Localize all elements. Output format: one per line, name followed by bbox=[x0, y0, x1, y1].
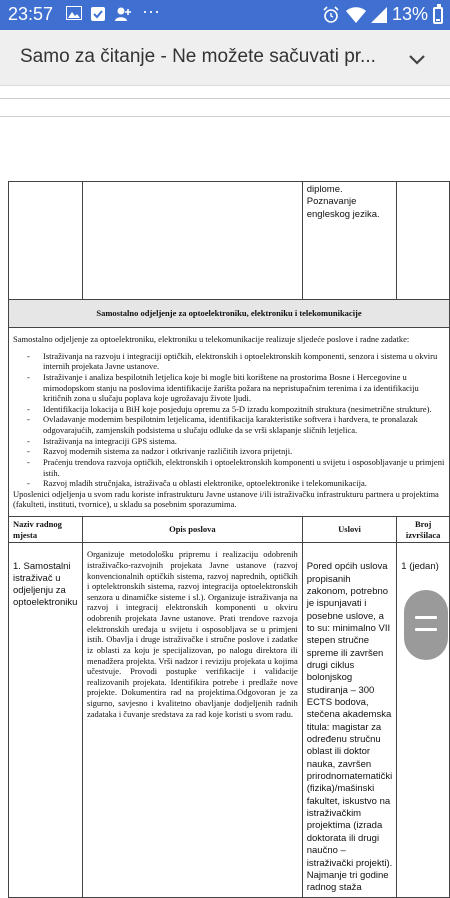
column-header-position: Naziv radnog mjesta bbox=[9, 517, 83, 543]
closing-text: Uposlenici odjeljenja u svom radu koriste infrastrukturu Javne ustanove i/ili istraživačku infrastrukturu partnera u projektima (fakulteti, instituti, tvornice), u skladu sa posebnim sporazumima. bbox=[13, 488, 439, 510]
table-row bbox=[9, 182, 450, 300]
app-bar bbox=[0, 30, 450, 86]
checkbox-icon bbox=[90, 6, 106, 27]
description-cell: Organizuje metodološku pripremu i realizaciju odobrenih istraživačko-razvojnih projekata Javne ustanove (razvoj konvencionalnih optičkih sistema, razvoj naprednih, optičkih i optelektronskih sistema, razvoj integracija optoelektronskih senzora u dinamičke sisteme i sl.). Organizuje istraživanja na razvoj i integracij elektronskih komponenti u okviru odobrenih projekata Javne ustanove. Prati trendove razvoja elektronskih uređaja u svijetu i osposobljava se u primjeni istih. Obavlja i druge istraživačke i stručne poslove i zadatke iz oblasti za koju je specijalizovan, po nalogu direktora ili menadžera projekta. Vrši nadzor i reviziju projekata u kojima učestvuje. Provodi postupke verifikacije i validacije realizovanih projekata. Identifikira potrebe i predlaže nove projekte. Dokumentira rad na projektima.Odgovoran je za sigurno, savjesno i kvalitetno obavljanje dodjeljenih radnih zadataka i čuvanje sredstava za rad koje koristi u svom radu. bbox=[82, 543, 302, 897]
list-item: - Ovladavanje modernim bespilotnim letjelicama, identifikacija karakteristike softvera i hardvera, te pronalazak odgovarajućih, zamjenskih podsistema u slučaju odluke da se vrši sklapanje sličnih letjelica. bbox=[13, 414, 445, 435]
section-description-row bbox=[9, 328, 450, 517]
table-cell bbox=[82, 182, 302, 300]
list-item: - Istraživanja na integraciji GPS sistema. bbox=[13, 436, 445, 447]
conditions-cell: diplome. Poznavanje engleskog jezika. bbox=[302, 182, 397, 300]
grip-line bbox=[415, 616, 437, 619]
task-list bbox=[13, 351, 445, 489]
image-icon bbox=[66, 6, 82, 25]
grip-line bbox=[415, 628, 437, 631]
list-item: - Identifikacija lokacija u BiH koje posjeduju opremu za 5-D izradu kompozitnih struktura (nesimetrične strukture). bbox=[13, 404, 445, 415]
list-item: - Razvoj modernih sistema za nadzor i otkrivanje različitih izvora prijetnji. bbox=[13, 446, 445, 457]
section-description bbox=[9, 328, 450, 517]
document-title: Samo za čitanje - Ne možete sačuvati pr... bbox=[20, 46, 376, 67]
job-table bbox=[8, 181, 450, 898]
wifi-icon bbox=[345, 6, 367, 29]
document-viewer[interactable] bbox=[0, 87, 450, 894]
table-cell bbox=[9, 182, 83, 300]
conditions-cell: Pored općih uslova propisanih zakonom, potrebno je ispunjavati i posebne uslove, a to su: minimalno VII stepen stručne spreme ili završen drugi ciklus bolonjskog studiranja – 300 ECTS bodova, stečena akademska titula: magistar za određenu stručnu oblast ili doktor nauka, završen prirodnomatematički (fizika)/mašinski fakultet, iskustvo na istraživačkim projektima (izrada doktorata ili drugi naučno – istraživački projekti). Najmanje tri godine radnog staža bbox=[302, 543, 397, 897]
clock: 23:57 bbox=[8, 4, 54, 24]
chevron-down-icon[interactable] bbox=[406, 48, 428, 70]
scroll-handle[interactable] bbox=[404, 590, 448, 660]
list-item: - Istraživanje i analiza bespilotnih letjelica koje bi mogle biti korištene na prostorima Bosne i Hercegovine u mirnodopskom stanju na poslovima identifikacije žarišta požara na nepristupačnim terenima i za identifikaciju kritičnih zona u slučaju poplava koje ugrožavaju živote ljudi. bbox=[13, 372, 445, 404]
status-bar bbox=[0, 0, 450, 30]
battery-icon bbox=[433, 7, 443, 24]
section-heading: Samostalno odjeljenje za optoelektroniku, elektroniku i telekomunikacije bbox=[9, 300, 450, 328]
column-header-conditions: Uslovi bbox=[302, 517, 397, 543]
intro-text: Samostalno odjeljenje za optoelektroniku, elektroniku u telekomunikacije realizuje sljedeće poslove i radne zadatke: bbox=[13, 334, 410, 344]
position-cell: 1. Samostalni istraživač u odjeljenju za optoelektroniku bbox=[9, 543, 83, 897]
page-header-rule bbox=[0, 116, 450, 117]
add-person-icon bbox=[114, 6, 132, 27]
column-header-description: Opis poslova bbox=[82, 517, 302, 543]
column-header-row bbox=[9, 517, 450, 543]
table-row bbox=[9, 543, 450, 897]
list-item: - Istraživanja na razvoju i integraciji optičkih, elektronskih i optoelektronskih komponenti, senzora i sistema u okviru internih projekata Javne ustanove. bbox=[13, 351, 445, 372]
list-item: - Praćenju trendova razvoja optičkih, elektronskih i optoelektronskih komponenti u svijetu i osposobljavanje u primjeni istih. bbox=[13, 457, 445, 478]
more-icon: ··· bbox=[142, 1, 160, 21]
alarm-icon bbox=[322, 6, 340, 29]
count-cell: 1 (jedan) bbox=[397, 543, 450, 897]
signal-icon bbox=[370, 6, 388, 29]
battery-percentage: 13% bbox=[392, 4, 429, 24]
section-heading-row bbox=[9, 300, 450, 328]
page-header-rule bbox=[0, 98, 450, 99]
table-cell bbox=[397, 182, 450, 300]
column-header-count: Broj izvršilaca bbox=[397, 517, 450, 543]
list-item: - Razvoj mladih stručnjaka, istraživača u oblasti elektronike, optoelektronike i telekomunikacija. bbox=[13, 478, 445, 489]
